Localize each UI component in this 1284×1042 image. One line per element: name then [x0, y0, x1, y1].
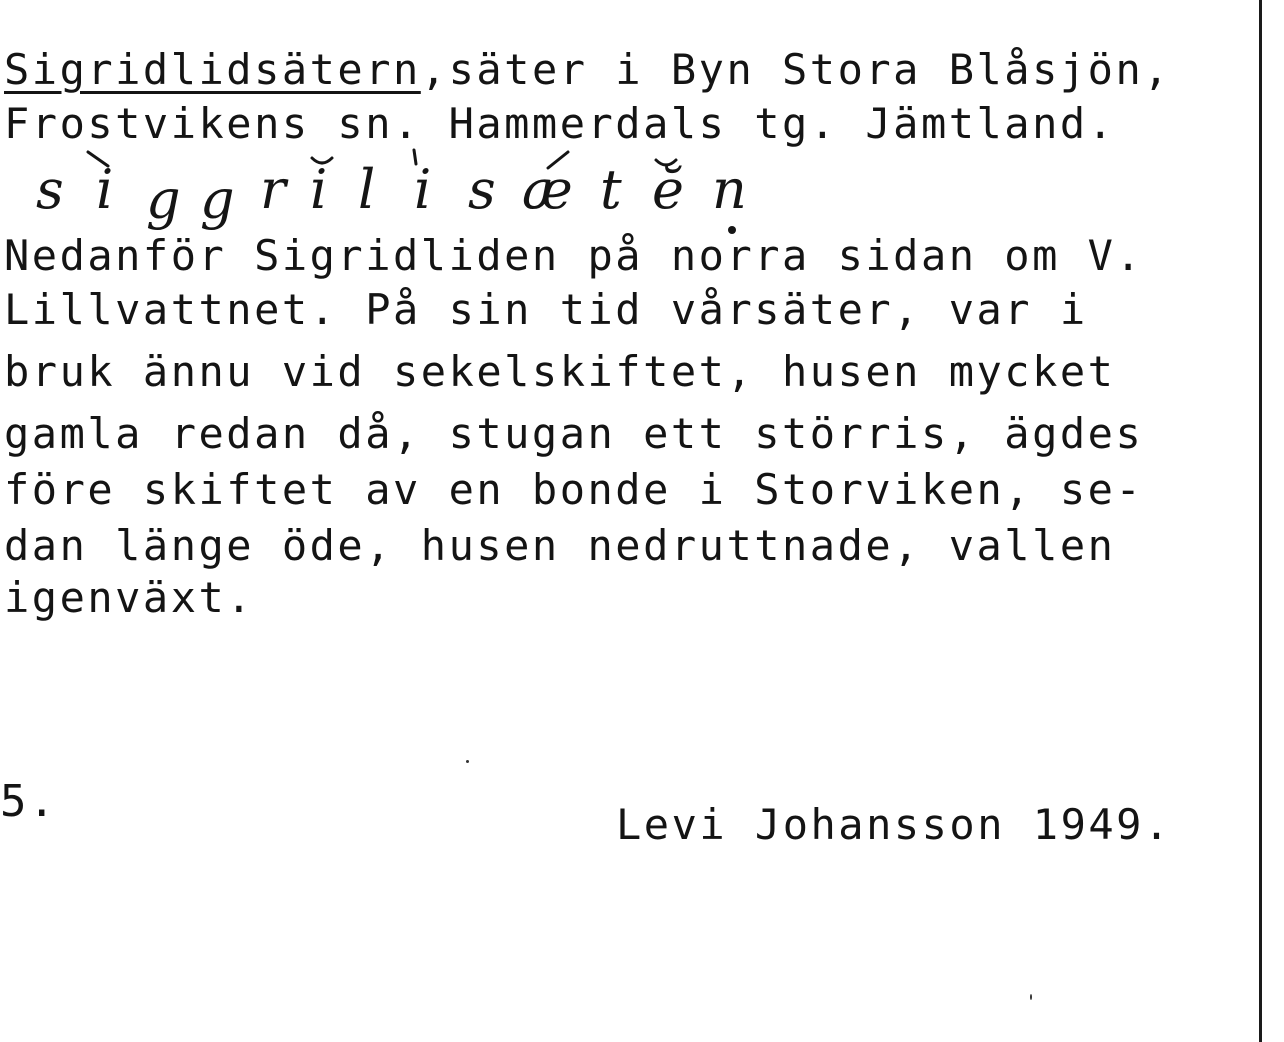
phon-glyph: s [468, 158, 496, 221]
phon-glyph: g [146, 168, 181, 231]
phon-glyph: n [712, 158, 747, 221]
phon-glyph: t [600, 158, 622, 221]
body-line: Lillvattnet. På sin tid vårsäter, var i [4, 285, 1088, 334]
phon-glyph: g [200, 168, 235, 231]
card-number: 5. [0, 776, 57, 827]
paper-speck [466, 760, 469, 763]
phon-glyph: æ [522, 158, 573, 221]
header-rest: ,säter i Byn Stora Blåsjön, [420, 45, 1172, 94]
paper-speck [1030, 994, 1032, 1000]
phon-glyph: i [414, 158, 432, 221]
body-line: dan länge öde, husen nedruttnade, vallen [4, 521, 1116, 570]
phon-glyph: ĕ [652, 158, 684, 221]
body-line: gamla redan då, stugan ett störris, ägdes [4, 409, 1144, 458]
author-year: Levi Johansson 1949. [616, 800, 1172, 849]
body-line: igenväxt. [4, 573, 255, 622]
stroke-mark [414, 150, 416, 164]
phon-glyph: i [96, 158, 114, 221]
body-line: före skiftet av en bonde i Storviken, se- [4, 465, 1144, 514]
phonetic-transcription [28, 146, 788, 238]
phon-glyph: l [358, 158, 376, 221]
phon-glyph: s [36, 158, 64, 221]
body-line: Nedanför Sigridliden på norra sidan om V. [4, 231, 1144, 280]
card-edge-line [1259, 0, 1262, 1042]
phon-glyph: i [310, 158, 328, 221]
header-line-2: Frostvikens sn. Hammerdals tg. Jämtland. [4, 99, 1116, 148]
headword: Sigridlidsätern [4, 45, 421, 94]
body-line: bruk ännu vid sekelskiftet, husen mycket [4, 347, 1116, 396]
header-line-1 [4, 44, 1171, 96]
phon-glyph: r [260, 158, 286, 221]
